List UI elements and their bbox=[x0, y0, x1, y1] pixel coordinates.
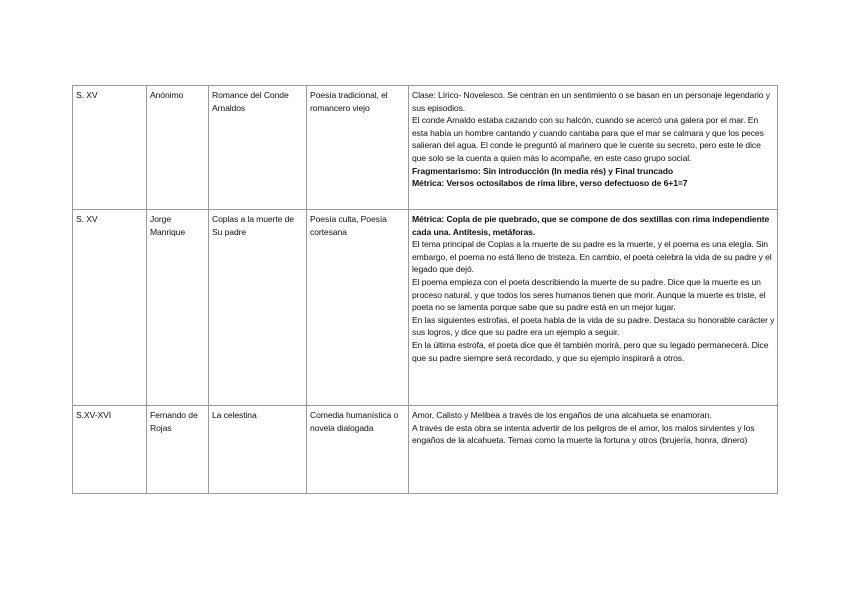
title-cell: Coplas a la muerte de Su padre bbox=[209, 210, 307, 406]
description-line: El conde Arnaldo estaba cazando con su halcón, cuando se acercó una galera por el mar. En esta había un hombre cantando y cuando cantaba para que el mar se calmara y que los peces salieran del agua. El conde le preguntó al marinero que le cuente su secreto, pero este le dice que solo se la cuenta a quien más lo acompañe, en este caso grupo social. bbox=[412, 115, 764, 163]
century-cell: S. XV bbox=[73, 210, 147, 406]
literature-table bbox=[72, 85, 778, 494]
description-line: Amor, Calisto y Melibea a través de los engaños de una alcahueta se enamoran. bbox=[412, 410, 712, 420]
century-cell: S.XV-XVI bbox=[73, 406, 147, 494]
description-line: Métrica: Versos octosílabos de rima libre, verso defectuoso de 6+1=7 bbox=[412, 178, 688, 189]
genre-cell: Poesía tradicional, el romancero viejo bbox=[307, 86, 409, 210]
description-cell bbox=[409, 210, 778, 406]
description-line: Fragmentarismo: Sin introducción (In media rés) y Final truncado bbox=[412, 165, 674, 176]
table-row bbox=[73, 406, 778, 494]
table-row bbox=[73, 210, 778, 406]
description-line: El tema principal de Coplas a la muerte de su padre es la muerte, y el poema es una elegía. Sin embargo, el poema no está lleno de tristeza. En cambio, el poeta celebra la vida de su padre y el legado que dejó. bbox=[412, 239, 772, 275]
description-cell bbox=[409, 86, 778, 210]
description-cell bbox=[409, 406, 778, 494]
century-cell: S. XV bbox=[73, 86, 147, 210]
title-cell: La celestina bbox=[209, 406, 307, 494]
description-line: En la última estrofa, el poeta dice que él también morirá, pero que su legado permanecerá. Dice que su padre siempre será recordado, y que su ejemplo inspirará a otros. bbox=[412, 339, 769, 363]
description-line: Métrica: Copla de pie quebrado, que se compone de dos sextillas con rima independiente cada una. Antítesis, metáforas. bbox=[412, 214, 770, 237]
description-line: En las siguientes estrofas, el poeta habla de la vida de su padre. Destaca su honorable carácter y sus logros, y dice que su padre era un ejemplo a seguir. bbox=[412, 314, 775, 338]
author-cell: Jorge Manrique bbox=[147, 210, 209, 406]
genre-cell: Comedia humanística o novela dialogada bbox=[307, 406, 409, 494]
description-line: A través de esta obra se intenta advertir de los peligros de el amor, los malos sirvientes y los engaños de la alcahueta. Temas como la muerte la fortuna y otros (brujería, honra, dinero) bbox=[412, 422, 755, 446]
title-cell: Romance del Conde Arnaldos bbox=[209, 86, 307, 210]
description-line: El poema empieza con el poeta describiendo la muerte de su padre. Dice que la muerte es un proceso natural, y que todos los seres humanos tienen que morir. Aunque la muerte es triste, el poeta no se lamenta porque sabe que su padre está en un mejor lugar. bbox=[412, 276, 766, 313]
author-cell: Fernando de Rojas bbox=[147, 406, 209, 494]
table-row bbox=[73, 86, 778, 210]
description-line: Clase: Lírico- Novelesco. Se centran en un sentimiento o se basan en un personaje legendario y sus episodios. bbox=[412, 90, 770, 113]
author-cell: Anónimo bbox=[147, 86, 209, 210]
genre-cell: Poesía culta, Poesía cortesana bbox=[307, 210, 409, 406]
